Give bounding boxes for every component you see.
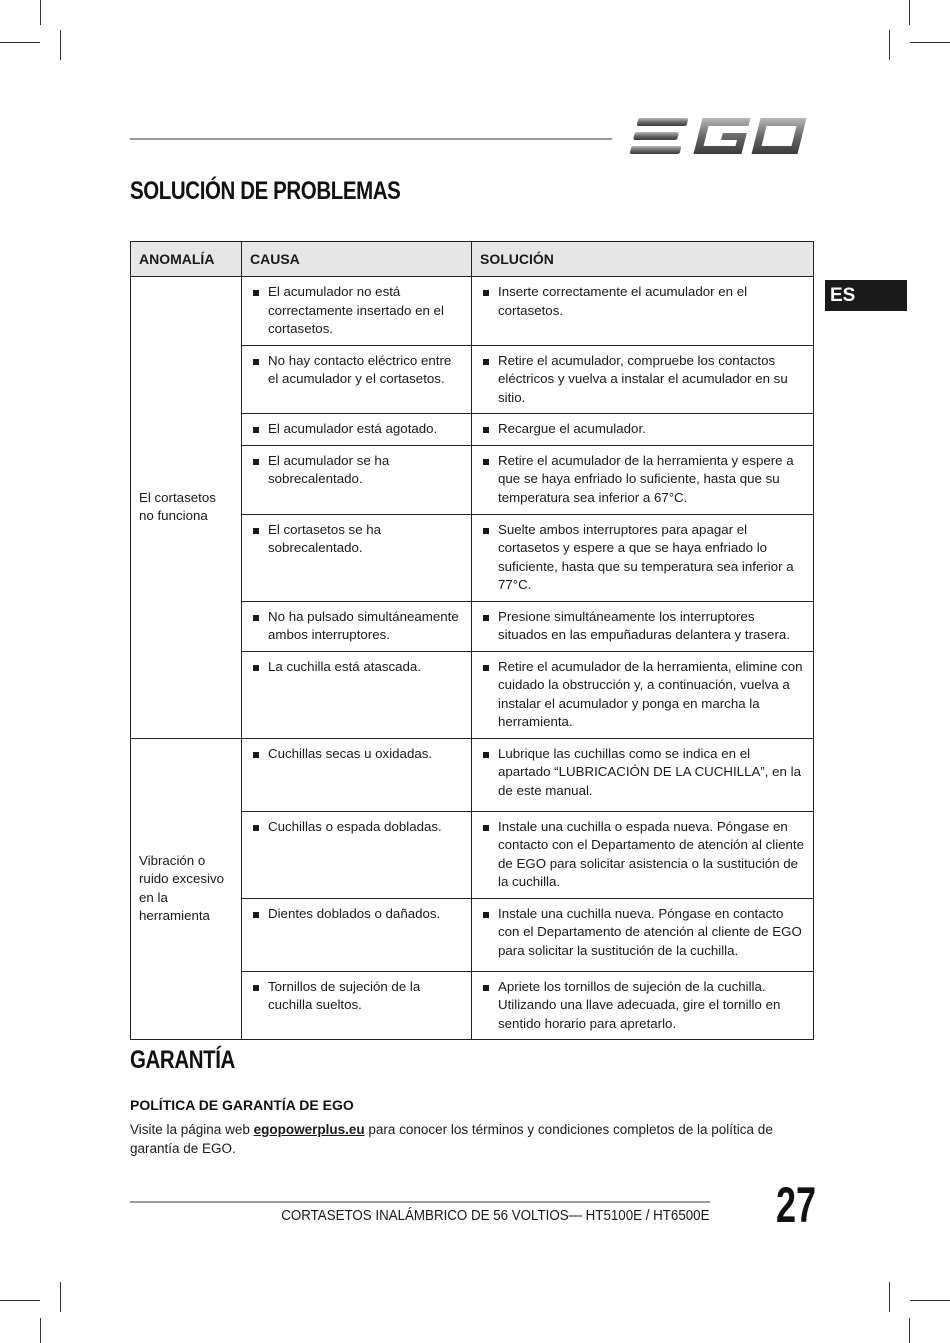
cause-cell <box>242 445 472 514</box>
crop-mark <box>889 1282 890 1312</box>
cause-text: Dientes doblados o dañados. <box>268 905 441 921</box>
solution-text: Instale una cuchilla o espada nueva. Póngase en contacto con el Departamento de atención al cliente de EGO para solicitar asistencia o la sustitución de la cuchilla. <box>498 818 805 889</box>
anomaly-cell: El cortasetos no funciona <box>131 277 242 739</box>
footer-rule <box>130 1201 710 1203</box>
solution-cell <box>472 277 814 346</box>
cause-cell <box>242 651 472 738</box>
solution-cell <box>472 738 814 811</box>
bullet-icon <box>253 359 259 365</box>
cause-text: No hay contacto eléctrico entre el acumulador y el cortasetos. <box>268 352 452 386</box>
cause-cell <box>242 811 472 898</box>
warranty-subtitle: POLÍTICA DE GARANTÍA DE EGO <box>130 1097 354 1113</box>
cause-text: Tornillos de sujeción de la cuchilla sueltos. <box>268 978 421 1012</box>
solution-cell <box>472 514 814 601</box>
solution-text: Apriete los tornillos de sujeción de la cuchilla. Utilizando una llave adecuada, gire el tornillo en sentido horario para apretarlo. <box>498 978 781 1031</box>
cause-text: El acumulador se ha sobrecalentado. <box>268 452 390 486</box>
bullet-icon <box>483 290 489 296</box>
cause-text: El acumulador está agotado. <box>268 421 438 436</box>
cause-text: Cuchillas secas u oxidadas. <box>268 745 433 761</box>
solution-cell <box>472 651 814 738</box>
anomaly-cell: Vibración o ruido excesivo en la herramienta <box>131 738 242 1040</box>
solution-cell <box>472 345 814 414</box>
bullet-icon <box>483 912 489 918</box>
bullet-icon <box>253 528 259 534</box>
cause-cell <box>242 514 472 601</box>
solution-text: Retire el acumulador de la herramienta y espere a que se haya enfriado lo suficiente, hasta que su temperatura sea inferior a 67°C. <box>498 452 794 505</box>
language-badge: ES <box>825 280 907 311</box>
crop-mark <box>40 1318 41 1343</box>
table-header-row <box>131 242 814 277</box>
cause-text: El acumulador no está correctamente insertado en el cortasetos. <box>268 284 444 336</box>
bullet-icon <box>483 528 489 534</box>
crop-mark <box>910 42 950 43</box>
warranty-text-before: Visite la página web <box>130 1122 254 1137</box>
solution-cell <box>472 898 814 971</box>
column-header-solution: SOLUCIÓN <box>472 242 814 277</box>
column-header-anomaly: ANOMALÍA <box>131 242 242 277</box>
section-title-warranty: GARANTÍA <box>130 1046 235 1074</box>
bullet-icon <box>253 912 259 918</box>
bullet-icon <box>483 985 489 991</box>
bullet-icon <box>483 825 489 831</box>
bullet-icon <box>253 985 259 991</box>
cause-cell <box>242 898 472 971</box>
bullet-icon <box>253 825 259 831</box>
solution-text: Recargue el acumulador. <box>498 421 646 436</box>
ego-logo <box>628 112 814 162</box>
bullet-icon <box>483 359 489 365</box>
website-link[interactable]: egopowerplus.eu <box>253 1122 365 1137</box>
crop-mark <box>40 0 41 25</box>
cause-text: Cuchillas o espada dobladas. <box>268 818 442 834</box>
solution-text: Lubrique las cuchillas como se indica en el apartado “LUBRICACIÓN DE LA CUCHILLA”, en la de este manual. <box>498 745 801 798</box>
crop-mark <box>910 1300 950 1301</box>
crop-mark <box>0 1300 40 1301</box>
bullet-icon <box>253 615 259 621</box>
bullet-icon <box>253 752 259 758</box>
bullet-icon <box>253 290 259 296</box>
crop-mark <box>889 30 890 60</box>
page-number: 27 <box>776 1177 817 1233</box>
cause-cell <box>242 601 472 651</box>
crop-mark <box>909 0 910 25</box>
bullet-icon <box>483 427 489 433</box>
cause-text: La cuchilla está atascada. <box>268 658 422 674</box>
bullet-icon <box>253 427 259 433</box>
crop-mark <box>0 42 40 43</box>
footer-product-name: CORTASETOS INALÁMBRICO DE 56 VOLTIOS— HT5100E / HT6500E <box>280 1208 709 1224</box>
solution-text: Instale una cuchilla nueva. Póngase en contacto con el Departamento de atención al cliente de EGO para solicitar la sustitución de la cuchilla. <box>498 905 802 958</box>
crop-mark <box>60 1282 61 1312</box>
cause-text: El cortasetos se ha sobrecalentado. <box>268 521 382 555</box>
crop-mark <box>909 1318 910 1343</box>
cause-cell <box>242 414 472 446</box>
header-rule <box>130 138 612 140</box>
solution-text: Suelte ambos interruptores para apagar el cortasetos y espere a que se haya enfriado lo suficiente, hasta que su temperatura sea inferior a 77°C. <box>498 521 794 592</box>
bullet-icon <box>483 752 489 758</box>
bullet-icon <box>483 459 489 465</box>
solution-cell <box>472 414 814 446</box>
bullet-icon <box>483 615 489 621</box>
solution-cell <box>472 971 814 1040</box>
cause-text: No ha pulsado simultáneamente ambos interruptores. <box>268 608 459 642</box>
troubleshooting-table <box>130 241 814 1040</box>
cause-cell <box>242 345 472 414</box>
section-title-troubleshooting: SOLUCIÓN DE PROBLEMAS <box>130 177 401 205</box>
cause-cell <box>242 738 472 811</box>
warranty-text-after: para conocer los términos y condiciones completos de la política de garantía de EGO. <box>130 1122 773 1156</box>
solution-text: Presione simultáneamente los interruptores situados en las empuñaduras delantera y trasera. <box>498 608 790 642</box>
table-row <box>131 738 814 811</box>
solution-cell <box>472 811 814 898</box>
solution-cell <box>472 601 814 651</box>
solution-text: Retire el acumulador, compruebe los contactos eléctricos y vuelva a instalar el acumulador en su sitio. <box>498 352 788 405</box>
solution-text: Retire el acumulador de la herramienta, elimine con cuidado la obstrucción y, a continuación, vuelva a instalar el acumulador y ponga en marcha la herramienta. <box>498 658 803 729</box>
bullet-icon <box>253 459 259 465</box>
crop-mark <box>60 30 61 60</box>
cause-cell <box>242 971 472 1040</box>
bullet-icon <box>253 665 259 671</box>
solution-text: Inserte correctamente el acumulador en el cortasetos. <box>498 284 748 318</box>
column-header-cause: CAUSA <box>242 242 472 277</box>
solution-cell <box>472 445 814 514</box>
warranty-paragraph <box>130 1120 814 1158</box>
cause-cell <box>242 277 472 346</box>
table-row <box>131 277 814 346</box>
bullet-icon <box>483 665 489 671</box>
